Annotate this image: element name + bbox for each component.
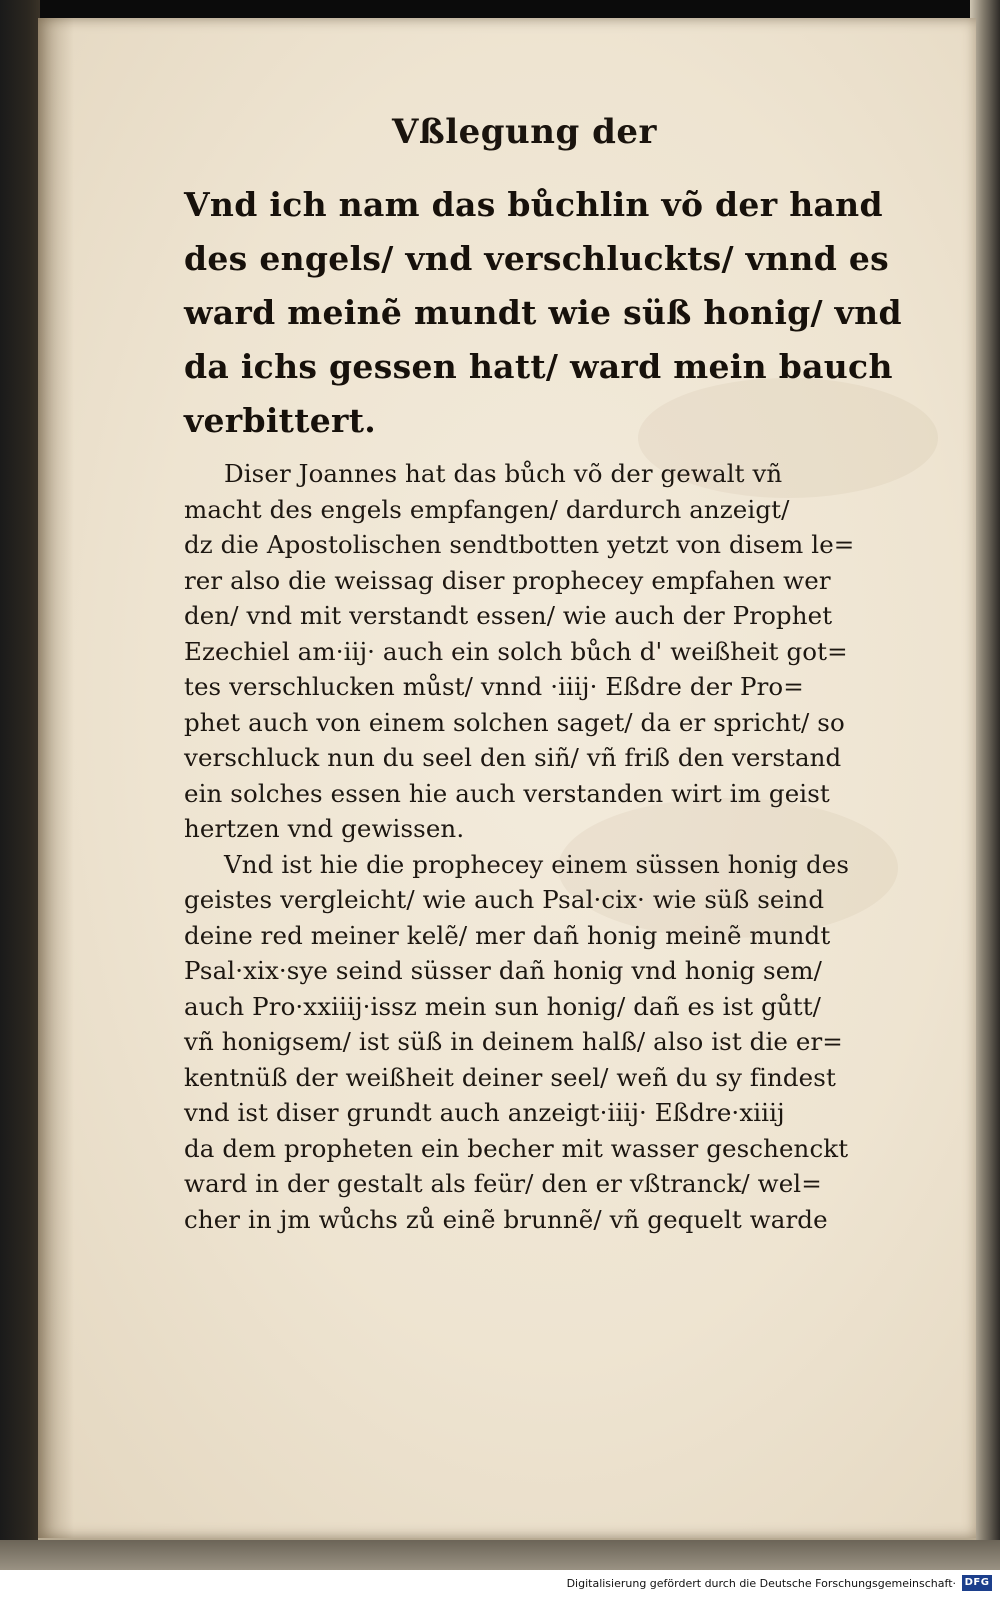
commentary-line: auch Pro·xxiiij·issz mein sun honig/ dañ es ist gůtt/ [184, 991, 821, 1021]
commentary-line: hertzen vnd gewissen. [184, 814, 465, 843]
commentary-line: verschluck nun du seel den siñ/ vñ friß den verstand [184, 743, 842, 772]
running-head: Vßlegung der [392, 112, 657, 152]
commentary-line: macht des engels empfangen/ dardurch anzeigt/ [184, 494, 790, 524]
commentary-line: vñ honigsem/ ist süß in deinem halß/ also ist die er= [184, 1027, 843, 1056]
funding-credit: Digitalisierung gefördert durch die Deutsche Forschungsgemeinschaft· [566, 1577, 956, 1590]
commentary-line: Psal·xix·sye seind süsser dañ honig vnd honig sem/ [184, 956, 822, 985]
commentary-line: ein solches essen hie auch verstanden wirt im geist [184, 778, 830, 808]
book-binding-left [0, 0, 40, 1570]
commentary-line: kentnüß der weißheit deiner seel/ weñ du sy findest [184, 1062, 836, 1092]
commentary-line: den/ vnd mit verstandt essen/ wie auch der Prophet [184, 601, 833, 630]
commentary-line: cher in jm wůchs zů einẽ brunnẽ/ vñ gequelt warde [184, 1204, 828, 1234]
commentary-line: ward in der gestalt als feür/ den er vßtranck/ wel= [184, 1169, 822, 1198]
verse-line: verbittert. [184, 401, 377, 440]
verse-line: ward meinẽ mundt wie süß honig/ vnd [184, 293, 902, 332]
dfg-logo: DFG [962, 1575, 992, 1591]
commentary-line: da dem propheten ein becher mit wasser geschenckt [184, 1133, 849, 1163]
commentary-line: Vnd ist hie die prophecey einem süssen honig des [224, 849, 850, 879]
commentary-line: geistes vergleicht/ wie auch Psal·cix· wie süß seind [184, 885, 825, 914]
commentary-line: Diser Joannes hat das bůch võ der gewalt vñ [224, 459, 783, 488]
verse-line: des engels/ vnd verschluckts/ vnnd es [184, 239, 890, 278]
verse-line: da ichs gessen hatt/ ward mein bauch [184, 347, 893, 386]
commentary-line: dz die Apostolischen sendtbotten yetzt von disem le= [184, 530, 855, 559]
commentary-line: deine red meiner kelẽ/ mer dañ honig meinẽ mundt [184, 920, 831, 950]
verse-block [184, 178, 924, 448]
commentary-line: tes verschlucken můst/ vnnd ·iiij· Eßdre der Pro= [184, 672, 804, 701]
commentary-line: rer also die weissag diser prophecey empfahen wer [184, 565, 831, 595]
verse-line: Vnd ich nam das bůchlin võ der hand [184, 185, 883, 224]
commentary-block [184, 456, 924, 1237]
commentary-line: vnd ist diser grundt auch anzeigt·iiij· Eßdre·xiiij [184, 1098, 785, 1127]
commentary-line: Ezechiel am·iij· auch ein solch bůch d' weißheit got= [184, 636, 848, 666]
bottom-book-edge [0, 1540, 1000, 1570]
commentary-line: phet auch von einem solchen saget/ da er spricht/ so [184, 707, 845, 737]
